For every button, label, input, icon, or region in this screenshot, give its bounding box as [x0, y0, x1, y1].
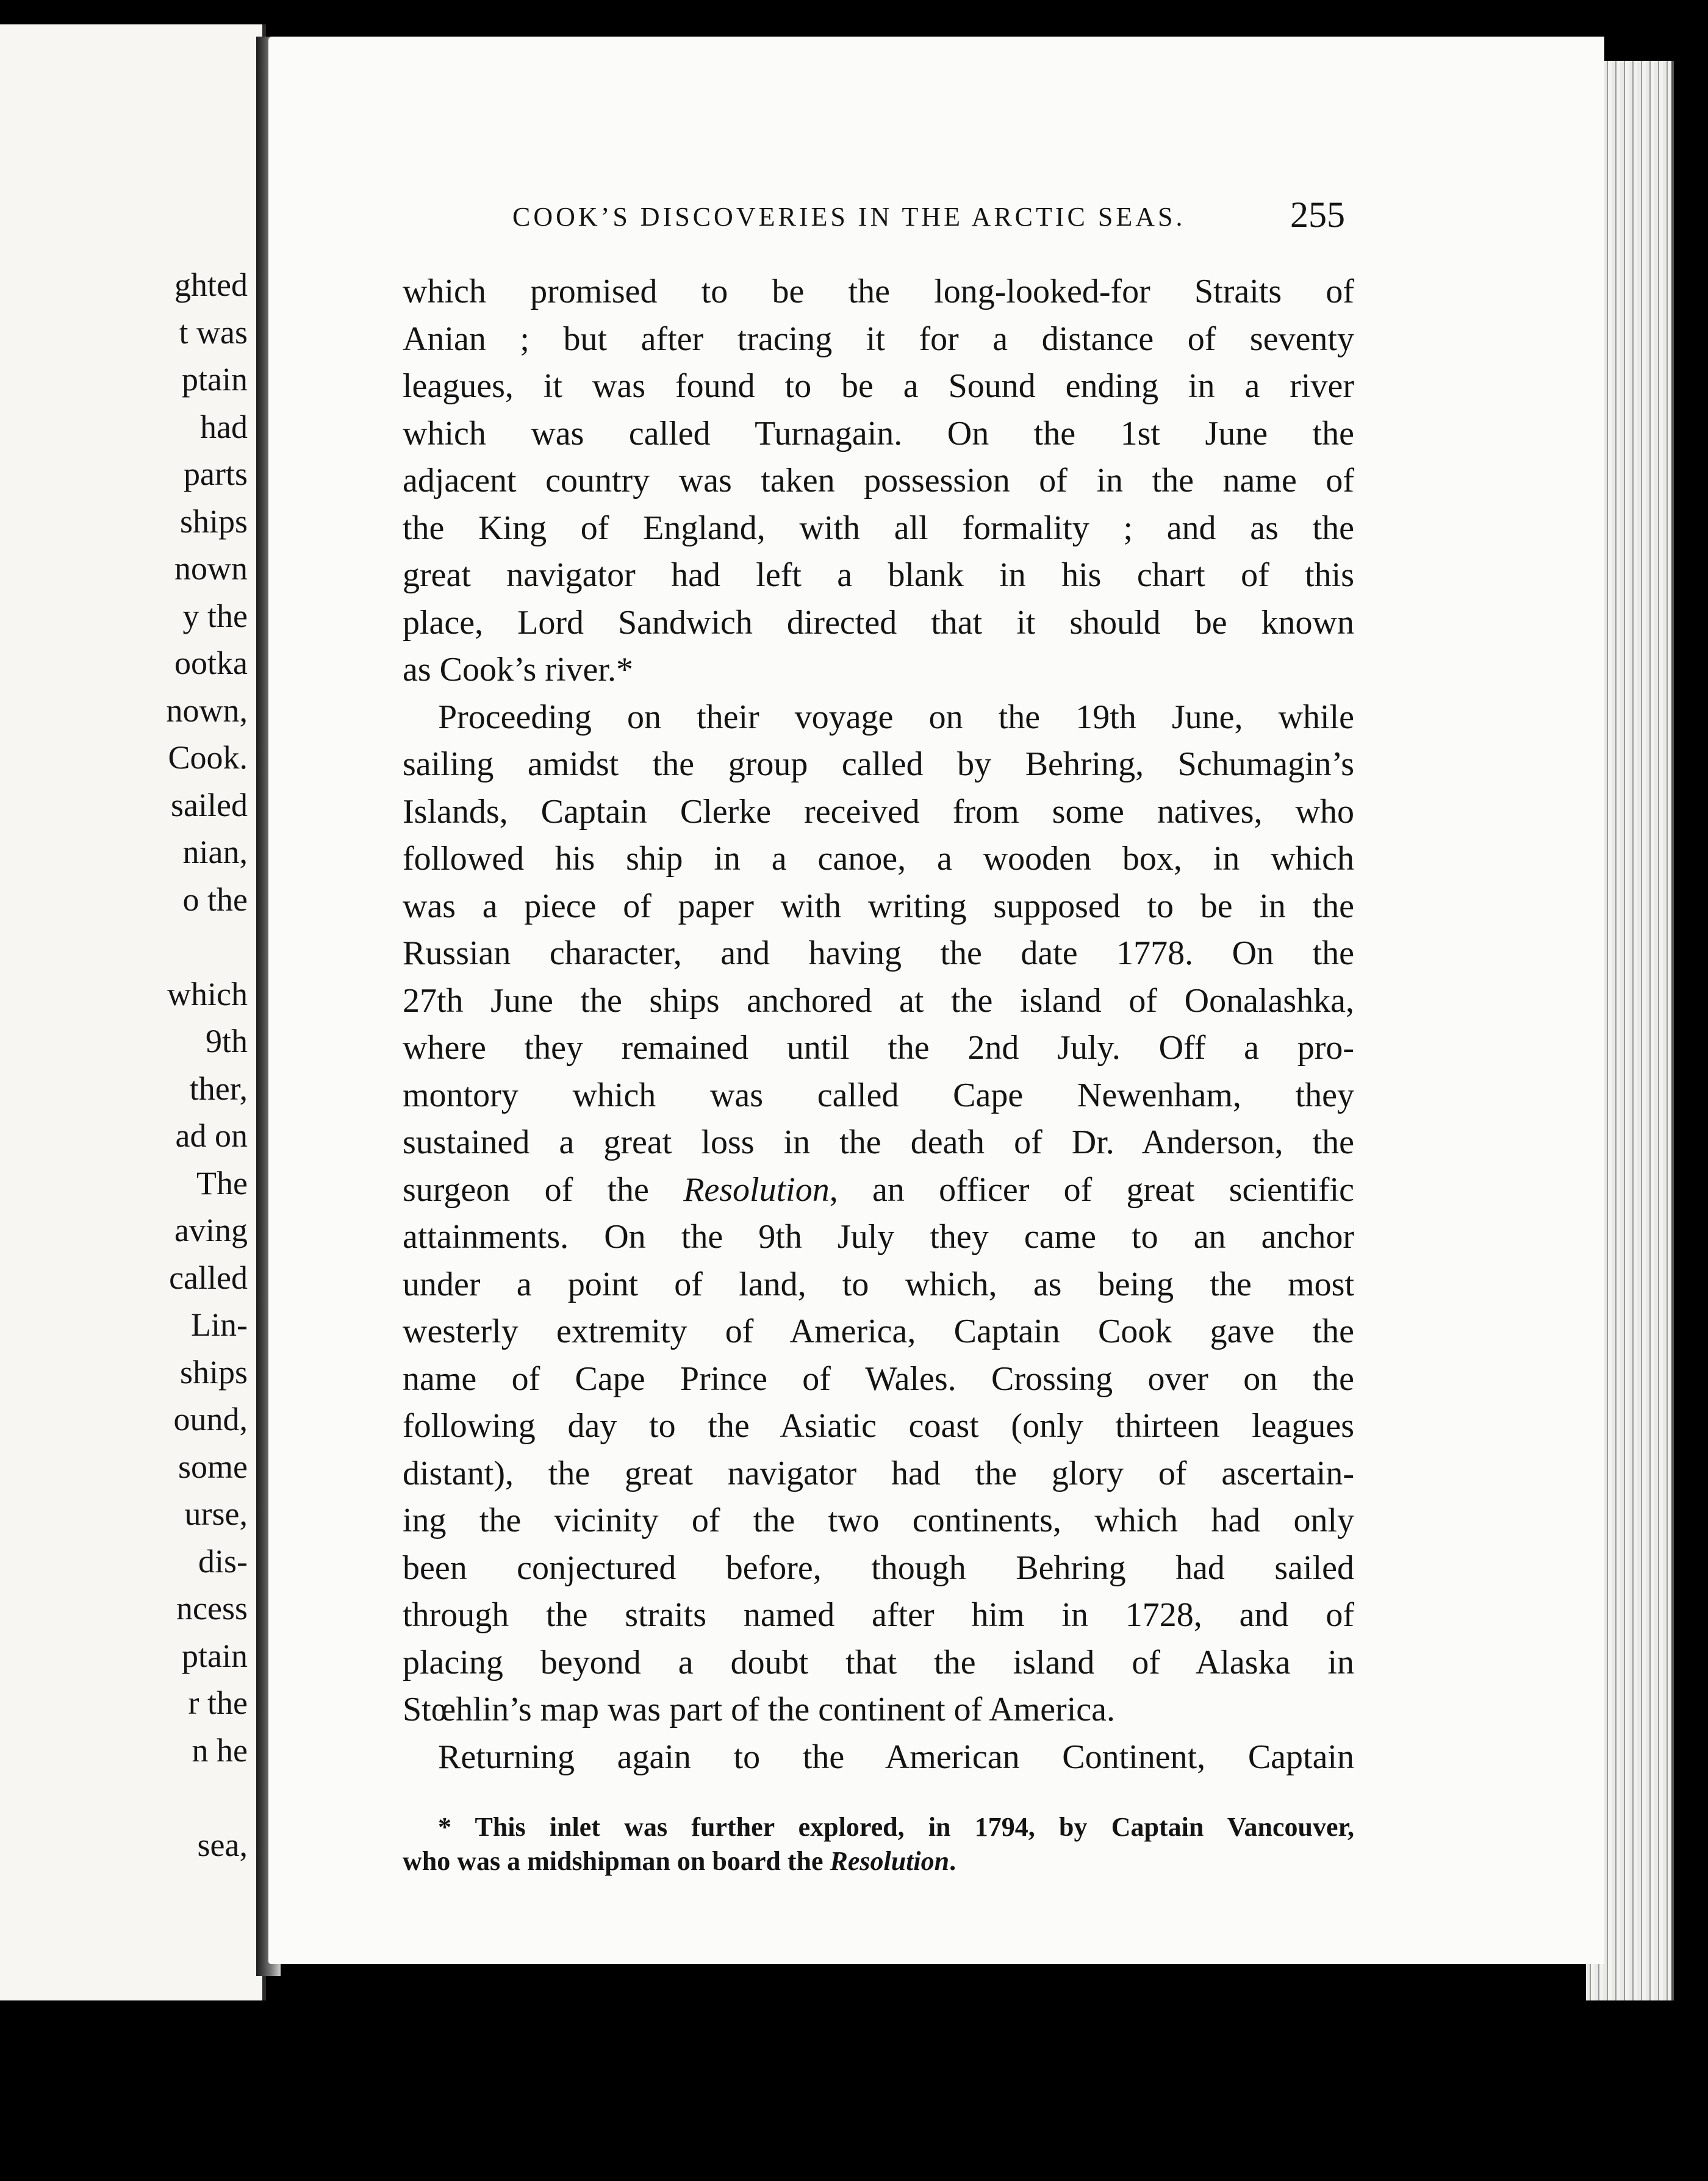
body-text [403, 268, 1354, 1781]
footnote-line [403, 1844, 1354, 1878]
running-head-title: COOK’S DISCOVERIES IN THE ARCTIC SEAS. [512, 202, 1186, 232]
text-line: attainments. On the 9th July they came to an anchor [403, 1218, 1354, 1256]
text-line: name of Cape Prince of Wales. Crossing over on the [403, 1359, 1354, 1398]
text-line: Islands, Captain Clerke received from some natives, who [403, 792, 1354, 831]
facing-page-fragment: ptain [182, 1637, 248, 1674]
text-segment: who was a midshipman on board the [403, 1846, 830, 1876]
facing-page-fragment: nian, [182, 834, 248, 870]
facing-page-fragment: o the [182, 881, 248, 918]
footnote [403, 1810, 1354, 1878]
text-line: was a piece of paper with writing supposed to be in the [403, 887, 1354, 925]
facing-page-fragment: r the [188, 1685, 248, 1721]
page-number: 255 [1290, 195, 1345, 235]
facing-page-fragment: ound, [173, 1401, 248, 1438]
facing-page-fragment: The [196, 1164, 248, 1202]
text-line: westerly extremity of America, Captain Cook gave the [403, 1313, 1354, 1350]
text-line: leagues, it was found to be a Sound ending in a river [403, 367, 1354, 405]
facing-page-fragment: called [169, 1259, 248, 1296]
facing-page-fragment: sea, [197, 1826, 248, 1863]
footnote-line: * This inlet was further explored, in 1794, by Captain Vancouver, [438, 1812, 1354, 1842]
text-line: through the straits named after him in 1728, and of [403, 1596, 1354, 1634]
text-line: ing the vicinity of the two continents, which had only [403, 1502, 1354, 1539]
facing-page-fragment: parts [184, 456, 248, 492]
text-line: Returning again to the American Continent, Captain [438, 1738, 1354, 1776]
facing-page-fragment: dis- [198, 1542, 248, 1580]
facing-page-fragment: y the [182, 597, 248, 634]
facing-page-fragment: Lin- [191, 1306, 248, 1343]
facing-page [0, 24, 266, 2000]
text-line: distant), the great navigator had the glory of ascertain- [403, 1454, 1354, 1492]
ship-name-resolution: Resolution [830, 1846, 950, 1876]
text-line: which promised to be the long-looked-for Straits of [403, 273, 1354, 310]
facing-page-fragment: ad on [175, 1117, 248, 1154]
text-line: where they remained until the 2nd July. Off a pro- [403, 1029, 1354, 1067]
facing-page-fragment: aving [174, 1212, 248, 1248]
facing-page-fragment: ootka [174, 645, 248, 681]
running-head [512, 201, 1360, 232]
facing-page-fragment: ncess [176, 1590, 248, 1627]
facing-page-fragment: ships [179, 1353, 248, 1391]
facing-page-fragment: nown, [166, 692, 248, 729]
facing-page-fragment: 9th [205, 1023, 248, 1059]
facing-page-fragment: ghted [174, 267, 248, 303]
facing-page-fragment: had [200, 408, 248, 445]
facing-page-fragment: ptain [182, 361, 248, 398]
text-line: Russian character, and having the date 1778. On the [403, 934, 1354, 972]
facing-page-fragment: sailed [171, 786, 248, 823]
text-line: followed his ship in a canoe, a wooden box, in which [403, 840, 1354, 878]
text-line: Stœhlin’s map was part of the continent of America. [403, 1691, 1115, 1728]
text-line [403, 1167, 1354, 1214]
text-line: the King of England, with all formality ; and as the [403, 509, 1354, 547]
ship-name-resolution: Resolution [683, 1170, 830, 1209]
facing-page-fragment: t was [179, 313, 248, 351]
text-line: Anian ; but after tracing it for a distance of seventy [403, 320, 1354, 358]
text-line: following day to the Asiatic coast (only thirteen leagues [403, 1407, 1354, 1445]
facing-page-fragment: ther, [189, 1070, 248, 1107]
text-line: been conjectured before, though Behring had sailed [403, 1549, 1354, 1587]
facing-page-fragment: urse, [184, 1495, 248, 1532]
text-line: place, Lord Sandwich directed that it should be known [403, 603, 1354, 642]
text-line: sailing amidst the group called by Behring, Schumagin’s [403, 745, 1354, 783]
text-segment: . [949, 1846, 956, 1876]
text-line: as Cook’s river.* [403, 651, 633, 689]
text-line: under a point of land, to which, as being the most [403, 1265, 1354, 1303]
facing-page-fragment: which [167, 975, 248, 1012]
text-line: Proceeding on their voyage on the 19th June, while [438, 698, 1354, 736]
text-line: sustained a great loss in the death of Dr. Anderson, the [403, 1123, 1354, 1161]
text-line: great navigator had left a blank in his chart of this [403, 556, 1354, 594]
text-line: adjacent country was taken possession of in the name of [403, 462, 1354, 500]
text-segment: surgeon of the [403, 1170, 649, 1209]
facing-page-fragment: nown [174, 550, 248, 587]
facing-page-fragment: ships [179, 503, 248, 540]
facing-page-fragment: n he [192, 1732, 248, 1769]
facing-page-fragment: Cook. [168, 739, 248, 776]
text-segment: , an officer of great scientific [829, 1170, 1354, 1209]
text-line: which was called Turnagain. On the 1st June the [403, 414, 1354, 453]
text-line: 27th June the ships anchored at the island of Oonalashka, [403, 981, 1354, 1020]
text-line: montory which was called Cape Newenham, they [403, 1076, 1354, 1114]
facing-page-fragment: some [178, 1448, 248, 1485]
text-line: placing beyond a doubt that the island of Alaska in [403, 1643, 1354, 1681]
